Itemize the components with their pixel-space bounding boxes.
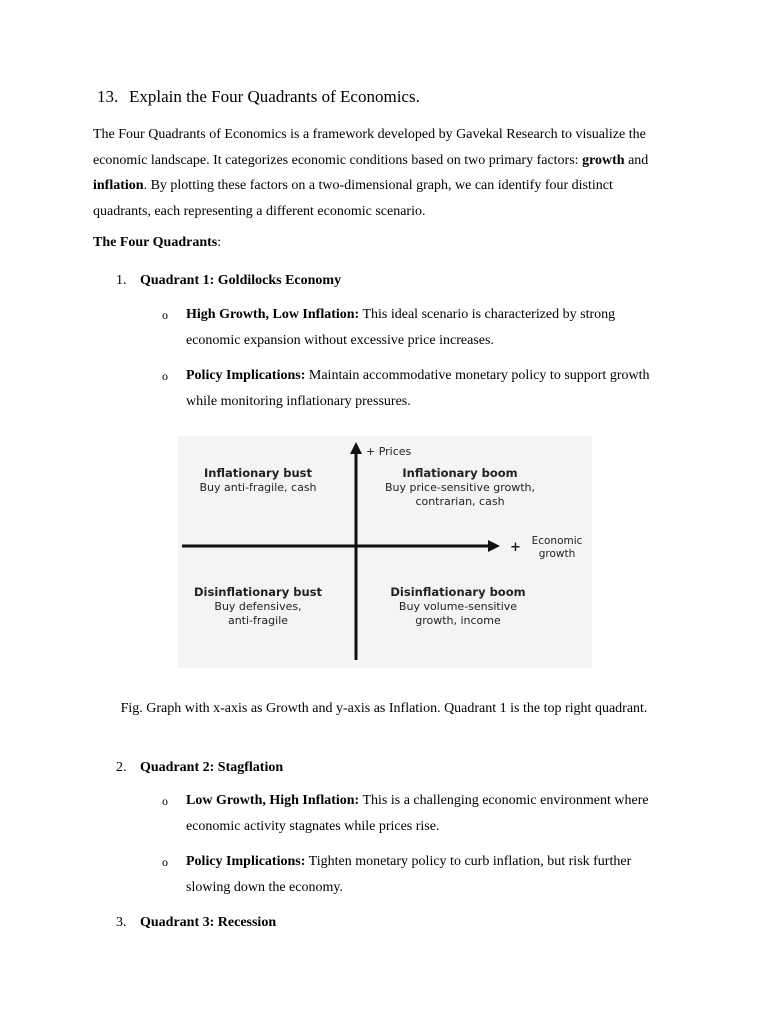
bullet-circle-icon: o xyxy=(162,369,168,383)
quadrant-bottom-right-line1: Buy volume-sensitive xyxy=(398,600,518,613)
bullet-text: This ideal scenario is characterized by strong economic expansion without excessive price increases. xyxy=(186,307,616,348)
x-axis-label-line2: growth xyxy=(538,548,576,560)
bullet-text: Maintain accommodative monetary policy to support growth while monitoring inflationary pressures. xyxy=(186,368,650,409)
intro-text-2: . By plotting these factors on a two-dimensional graph, we can identify four distinct quadrants, each representing a different economic scenario. xyxy=(93,178,613,220)
list-item-quadrant-3 xyxy=(116,913,276,933)
intro-paragraph xyxy=(93,122,673,225)
quadrant-bottom-right-title: Disinflationary boom xyxy=(390,585,526,599)
bullet-circle-icon: o xyxy=(162,855,168,869)
figure-caption: Fig. Graph with x-axis as Growth and y-axis as Inflation. Quadrant 1 is the top right quadrant. xyxy=(120,701,648,716)
bullet-circle-icon: o xyxy=(162,308,168,322)
y-axis-arrow-icon xyxy=(350,442,362,454)
x-axis-arrow-icon xyxy=(488,540,500,552)
list-title: Quadrant 2: Stagflation xyxy=(140,760,284,775)
section-title: The Four Quadrants xyxy=(93,235,218,250)
question-title: Explain the Four Quadrants of Economics. xyxy=(129,87,420,106)
list-item-quadrant-2 xyxy=(116,758,283,778)
question-number: 13. xyxy=(97,87,119,106)
y-axis-label: + Prices xyxy=(366,445,412,458)
quadrant-bottom-left-line1: Buy defensives, xyxy=(214,600,302,613)
quadrant-top-right-line2: contrarian, cash xyxy=(415,495,505,508)
x-axis-plus: + xyxy=(510,540,521,555)
bullet-label: High Growth, Low Inflation: xyxy=(186,307,360,322)
intro-bold-inflation: inflation xyxy=(93,178,144,194)
list-number: 1. xyxy=(116,273,127,288)
bullet-text: This is a challenging economic environment where economic activity stagnates while prices rise. xyxy=(186,793,649,834)
question-heading xyxy=(97,86,420,108)
bullet-label: Low Growth, High Inflation: xyxy=(186,793,360,808)
intro-text-1: The Four Quadrants of Economics is a framework developed by Gavekal Research to visualize the economic landscape. It categorizes economic conditions based on two primary factors: xyxy=(93,127,646,168)
bullet-circle-icon: o xyxy=(162,794,168,808)
quadrant-top-right-line1: Buy price-sensitive growth, xyxy=(384,481,536,494)
bullet-item xyxy=(162,302,672,354)
quadrant-top-left-title: Inflationary bust xyxy=(204,466,312,480)
list-number: 2. xyxy=(116,760,127,775)
bullet-label: Policy Implications: xyxy=(186,854,306,869)
section-colon: : xyxy=(217,235,222,250)
bullet-text: Tighten monetary policy to curb inflation, but risk further slowing down the economy. xyxy=(186,854,632,895)
list-title: Quadrant 1: Goldilocks Economy xyxy=(140,273,342,288)
bullet-item xyxy=(162,849,672,901)
quadrant-bottom-right-line2: growth, income xyxy=(415,614,501,627)
bullet-item xyxy=(162,788,672,840)
list-number: 3. xyxy=(116,915,127,930)
list-item-quadrant-1 xyxy=(116,271,341,291)
intro-bold-growth: growth xyxy=(582,152,625,168)
x-axis-label-line1: Economic xyxy=(531,535,583,547)
quadrant-figure xyxy=(178,436,592,668)
bullet-item xyxy=(162,363,672,415)
quadrant-bottom-left-line2: anti-fragile xyxy=(227,614,289,627)
quadrant-top-left-line1: Buy anti-fragile, cash xyxy=(199,481,317,494)
quadrant-top-right-title: Inflationary boom xyxy=(402,466,518,480)
bullet-label: Policy Implications: xyxy=(186,368,306,383)
list-title: Quadrant 3: Recession xyxy=(140,915,277,930)
quadrant-bottom-left-title: Disinflationary bust xyxy=(194,585,322,599)
intro-text-and: and xyxy=(624,152,649,168)
section-heading xyxy=(93,235,221,251)
